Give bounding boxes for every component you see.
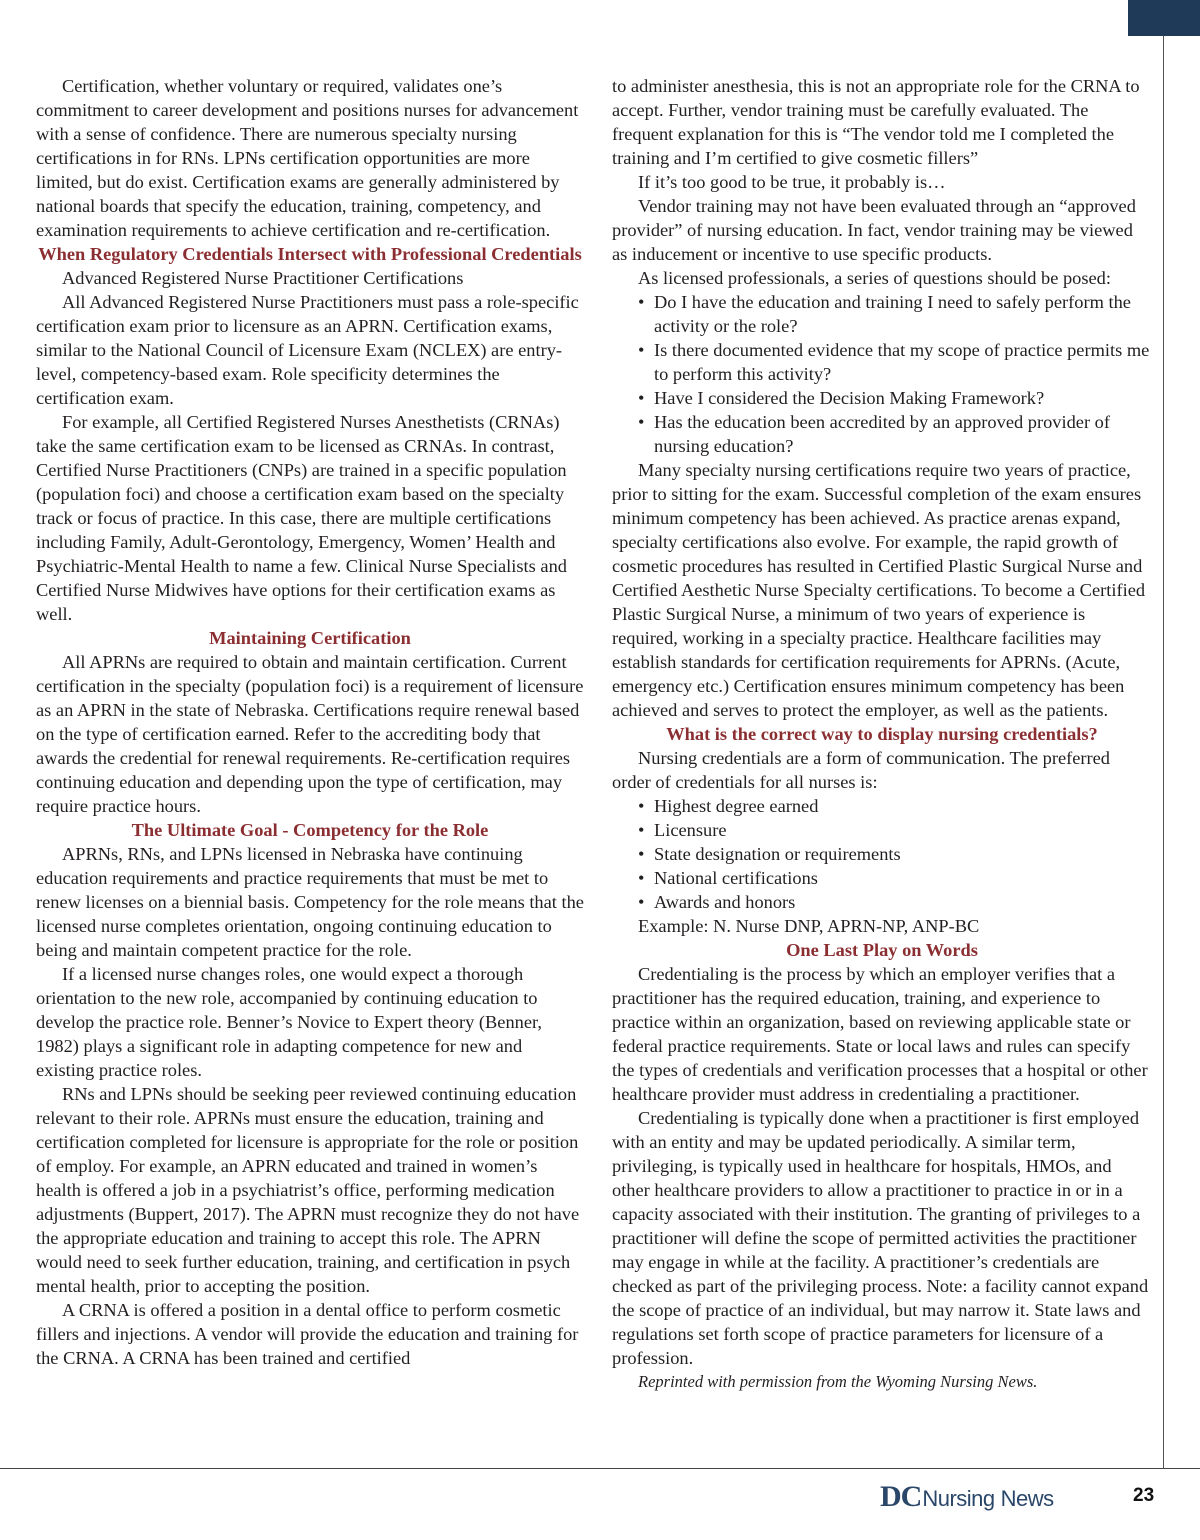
- paragraph: A CRNA is offered a position in a dental office to perform cosmetic fillers and injections. A vendor will provide the education and training for the CRNA. A CRNA has been trained and certified: [36, 1300, 579, 1368]
- list-item: • State designation or requirements: [612, 842, 1152, 866]
- list-item: • Awards and honors: [612, 890, 1152, 914]
- paragraph: Certification, whether voluntary or required, validates one’s commitment to career development and positions nurses for advancement with a sense of confidence. There are numerous specialty nursing certifications in for RNs. LPNs certification opportunities are more limited, but do exist. Certification exams are generally administered by national boards that specify the education, training, competency, and examination requirements to achieve certification and re-certification.: [36, 76, 579, 240]
- section-heading: One Last Play on Words: [786, 940, 978, 960]
- paragraph: All APRNs are required to obtain and maintain certification. Current certification in the specialty (population foci) is a requirement of licensure as an APRN in the state of Nebraska. Certifications require renewal based on the type of certification earned. Refer to the accrediting body that awards the credential for renewal requirements. Re-certification requires continuing education and depending upon the type of certification, may require practice hours.: [36, 652, 584, 816]
- list-item: • Is there documented evidence that my scope of practice permits me to perform this activity?: [612, 338, 1152, 386]
- reprint-credit: Reprinted with permission from the Wyoming Nursing News.: [638, 1372, 1038, 1391]
- paragraph: For example, all Certified Registered Nurses Anesthetists (CRNAs) take the same certification exam to be licensed as CRNAs. In contrast, Certified Nurse Practitioners (CNPs) are trained in a specific population (population foci) and choose a certification exam based on the specialty track or focus of practice. In this case, there are multiple certifications including Family, Adult-Gerontology, Emergency, Women’ Health and Psychiatric-Mental Health to name a few. Clinical Nurse Specialists and Certified Nurse Midwives have options for their certification exams as well.: [36, 412, 567, 624]
- list-item: • Has the education been accredited by an approved provider of nursing education?: [612, 410, 1152, 458]
- paragraph: Many specialty nursing certifications require two years of practice, prior to sitting for the exam. Successful completion of the exam ensures minimum competency has been achieved. As practice arenas expand, specialty certifications also evolve. For example, the rapid growth of cosmetic procedures has resulted in Certified Plastic Surgical Nurse and Certified Aesthetic Nurse Specialty certifications. To become a Certified Plastic Surgical Nurse, a minimum of two years of experience is required, working in a specialty practice. Healthcare facilities may establish standards for certification requirements for APRNs. (Acute, emergency etc.) Certification ensures minimum competency has been achieved and serves to protect the employer, as well as the patients.: [612, 460, 1146, 720]
- publication-logo: [880, 1480, 1054, 1512]
- paragraph: If a licensed nurse changes roles, one would expect a thorough orientation to the new role, accompanied by continuing education to develop the practice role. Benner’s Novice to Expert theory (Benner, 1982) plays a significant role in adapting competence for new and existing practice roles.: [36, 964, 543, 1080]
- credentials-list: [612, 794, 1152, 914]
- paragraph: APRNs, RNs, and LPNs licensed in Nebraska have continuing education requirements and practice requirements that must be met to renew licenses on a biennial basis. Competency for the role means that the licensed nurse completes orientation, ongoing continuing education to being and maintain competent practice for the role.: [36, 844, 584, 960]
- section-heading: Maintaining Certification: [209, 628, 411, 648]
- left-column: [36, 74, 584, 1370]
- paragraph: All Advanced Registered Nurse Practitioners must pass a role-specific certification exam prior to licensure as an APRN. Certification exams, similar to the National Council of Licensure Exam (NCLEX) are entry-level, competency-based exam. Role specificity determines the certification exam.: [36, 292, 579, 408]
- paragraph: If it’s too good to be true, it probably is…: [638, 172, 946, 192]
- paragraph: As licensed professionals, a series of questions should be posed:: [638, 268, 1111, 288]
- paragraph: Nursing credentials are a form of communication. The preferred order of credentials for all nurses is:: [612, 748, 1111, 792]
- list-item: • Licensure: [612, 818, 1152, 842]
- list-item: • Highest degree earned: [612, 794, 1152, 818]
- questions-list: [612, 290, 1152, 458]
- list-item: • Have I considered the Decision Making Framework?: [612, 386, 1152, 410]
- footer-rule: [0, 1468, 1200, 1469]
- section-heading: The Ultimate Goal - Competency for the Role: [131, 820, 489, 840]
- paragraph: Advanced Registered Nurse Practitioner Certifications: [62, 268, 464, 288]
- paragraph: Credentialing is the process by which an employer verifies that a practitioner has the required education, training, and experience to practice within an organization, based on reviewing applicable state or federal practice requirements. State or local laws and rules can specify the types of credentials and verification processes that a hospital or other healthcare provider must address in credentialing a practitioner.: [612, 964, 1148, 1104]
- paragraph: to administer anesthesia, this is not an appropriate role for the CRNA to accept. Further, vendor training must be carefully evaluated. The frequent explanation for this is “The vendor told me I completed the training and I’m certified to give cosmetic fillers”: [612, 76, 1140, 168]
- section-heading: When Regulatory Credentials Intersect with Professional Credentials: [38, 244, 582, 264]
- paragraph: Credentialing is typically done when a practitioner is first employed with an entity and may be updated periodically. A similar term, privileging, is typically used in healthcare for hospitals, HMOs, and other healthcare providers to allow a practitioner to practice in or in a capacity associated with their institution. The granting of privileges to a practitioner will define the scope of permitted activities the practitioner may engage in while at the facility. A practitioner’s credentials are checked as part of the privileging process. Note: a facility cannot expand the scope of practice of an individual, but may narrow it. State laws and regulations set forth scope of practice parameters for licensure of a profession.: [612, 1108, 1149, 1368]
- paragraph: RNs and LPNs should be seeking peer reviewed continuing education relevant to their role. APRNs must ensure the education, training and certification completed for licensure is appropriate for the role or position of employ. For example, an APRN educated and trained in women’s health is offered a job in a psychiatrist’s office, performing medication adjustments (Buppert, 2017). The APRN must recognize they do not have the appropriate education and training to accept this role. The APRN would need to seek further education, training, and certification in psych mental health, prior to accepting the position.: [36, 1084, 580, 1296]
- paragraph: Vendor training may not have been evaluated through an “approved provider” of nursing education. In fact, vendor training may be viewed as inducement or incentive to use specific products.: [612, 196, 1136, 264]
- right-margin-rule: [1163, 36, 1164, 1468]
- list-item: • National certifications: [612, 866, 1152, 890]
- logo-nursing: Nursing: [922, 1486, 995, 1511]
- right-column: [612, 74, 1152, 1394]
- paragraph: Example: N. Nurse DNP, APRN-NP, ANP-BC: [638, 916, 980, 936]
- section-heading: What is the correct way to display nursing credentials?: [666, 724, 1098, 744]
- corner-accent-block: [1128, 0, 1200, 36]
- logo-news: News: [1000, 1486, 1054, 1511]
- list-item: • Do I have the education and training I need to safely perform the activity or the role?: [612, 290, 1152, 338]
- logo-dc: DC: [880, 1480, 922, 1513]
- page-number: 23: [1133, 1485, 1155, 1506]
